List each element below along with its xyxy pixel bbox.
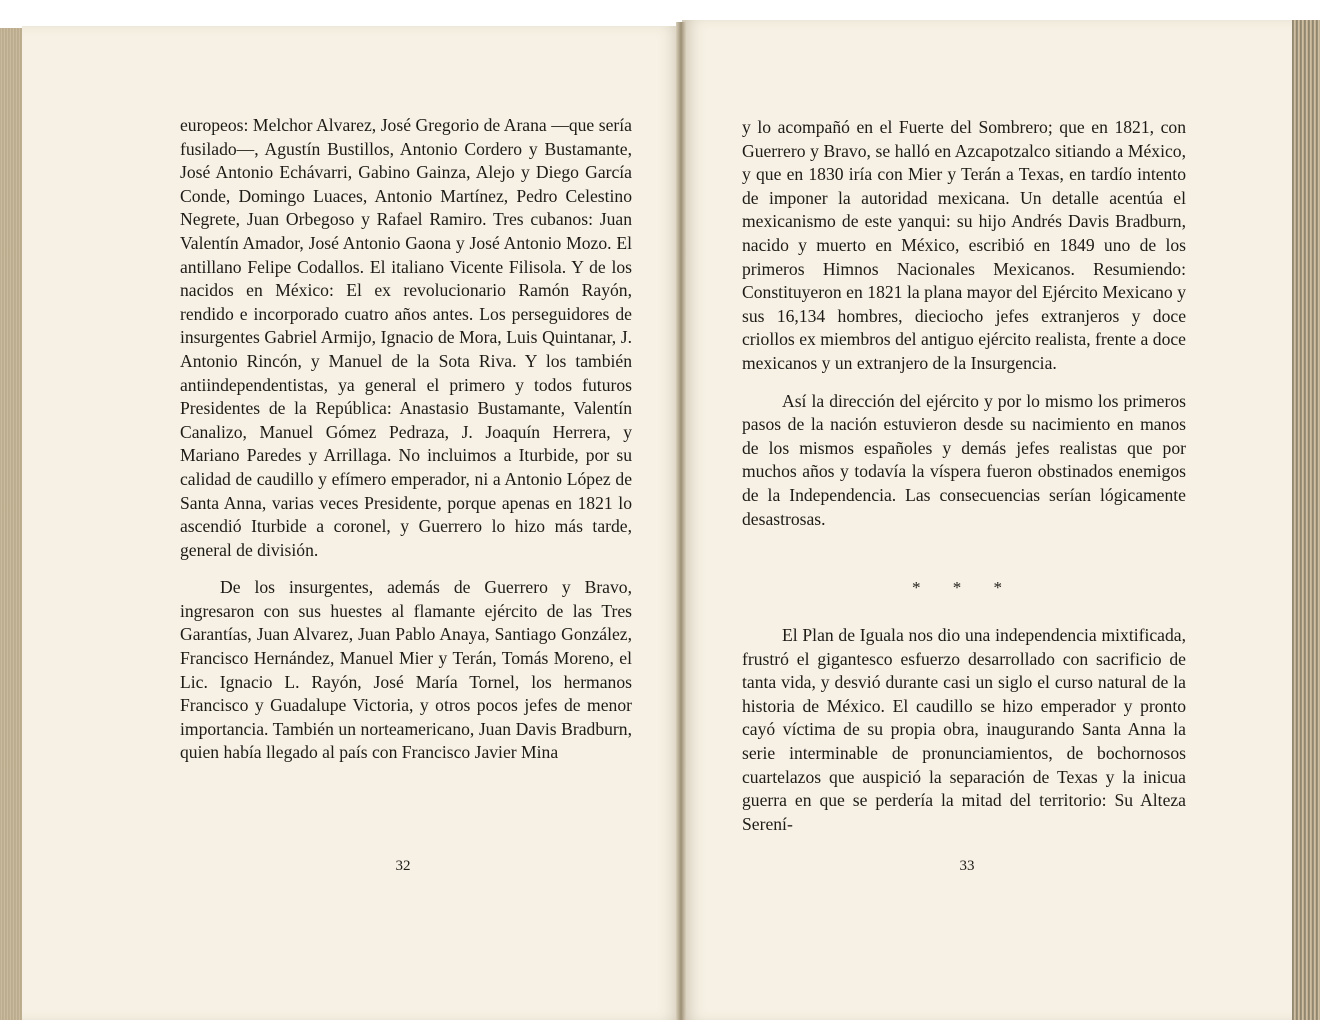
page-number: 32 [395, 858, 411, 874]
paragraph: El Plan de Iguala nos dio una independencia mixtificada, frustró el gigantesco esfuerzo desarrollado con sacrificio de tanta vida, y desvió durante casi un siglo el curso natural de la historia de México. El caudillo se hizo emperador y pronto cayó víctima de su propia obra, inaugurando Santa Anna la serie interminable de pronunciamientos, de bochornosos cuartelazos que auspició la separación de Texas y la inicua guerra en que se perdería la mitad del territorio: Su Alteza Serení- [742, 625, 1186, 834]
book-gutter [676, 22, 686, 1020]
right-page-text-continued [742, 624, 1186, 850]
paragraph: De los insurgentes, además de Guerrero y Bravo, ingresaron con sus huestes al flamante ejército de las Tres Garantías, Juan Alvarez, Juan Pablo Anaya, Santiago González, Francisco Hernández, Manuel Mier y Terán, Tomás Moreno, el Lic. Ignacio L. Rayón, José María Tornel, los hermanos Francisco y Guadalupe Victoria, y otros pocos jefes de menor importancia. También un norteamericano, Juan Davis Bradburn, quien había llegado al país con Francisco Javier Mina [180, 577, 632, 763]
paragraph: Así la dirección del ejército y por lo mismo los primeros pasos de la nación estuvieron desde su nacimiento en manos de los mismos españoles y demás jefes realistas que por muchos años y todavía la víspera fueron obstinados enemigos de la Independencia. Las consecuencias serían lógicamente desastrosas. [742, 390, 1186, 529]
section-separator: * * * [912, 578, 1016, 597]
paragraph: europeos: Melchor Alvarez, José Gregorio de Arana —que sería fusilado—, Agustín Bustillos, Antonio Cordero y Bustamante, José Antonio Echávarri, Gabino Gainza, Alejo y Diego García Conde, Domingo Luaces, Antonio Martínez, Pedro Celestino Negrete, Juan Orbegoso y Rafael Ramiro. Tres cubanos: Juan Valentín Amador, José Antonio Gaona y José Antonio Mozo. El antillano Felipe Codallos. El italiano Vicente Filisola. Y de los nacidos en México: El ex revolucionario Ramón Rayón, rendido e incorporado cuatro años antes. Los perseguidores de insurgentes Gabriel Armijo, Ignacio de Mora, Luis Quintanar, J. Antonio Rincón, y Manuel de la Sota Riva. Y los también antiindependentistas, ya general el primero y todos futuros Presidentes de la República: Anastasio Bustamante, Valentín Canalizo, Manuel Gómez Pedraza, J. Joaquín Herrera, y Mariano Paredes y Arrillaga. No incluimos a Iturbide, por su calidad de caudillo y efímero emperador, ni a Antonio López de Santa Anna, varias veces Presidente, porque apenas en 1821 lo ascendió Iturbide a coronel, y Guerrero lo hizo más tarde, general de división. [180, 115, 632, 560]
right-page-text [742, 116, 1186, 545]
left-page-text [180, 114, 632, 779]
paragraph: y lo acompañó en el Fuerte del Sombrero; que en 1821, con Guerrero y Bravo, se halló en Azcapotzalco sitiando a México, y que en 1830 iría con Mier y Terán a Texas, en tardío intento de imponer la autoridad mexicana. Un detalle acentúa el mexicanismo de este yanqui: su hijo Andrés Davis Bradburn, nacido y muerto en México, escribió en 1849 uno de los primeros Himnos Nacionales Mexicanos. Resumiendo: Constituyeron en 1821 la plana mayor del Ejército Mexicano y sus 16,134 hombres, dieciocho jefes extranjeros y doce criollos ex miembros del antiguo ejército realista, frente a doce mexicanos y un extranjero de la Insurgencia. [742, 117, 1186, 373]
page-number: 33 [959, 858, 975, 874]
page-edges-right [1290, 20, 1320, 1020]
page-edges-left [0, 28, 24, 1020]
